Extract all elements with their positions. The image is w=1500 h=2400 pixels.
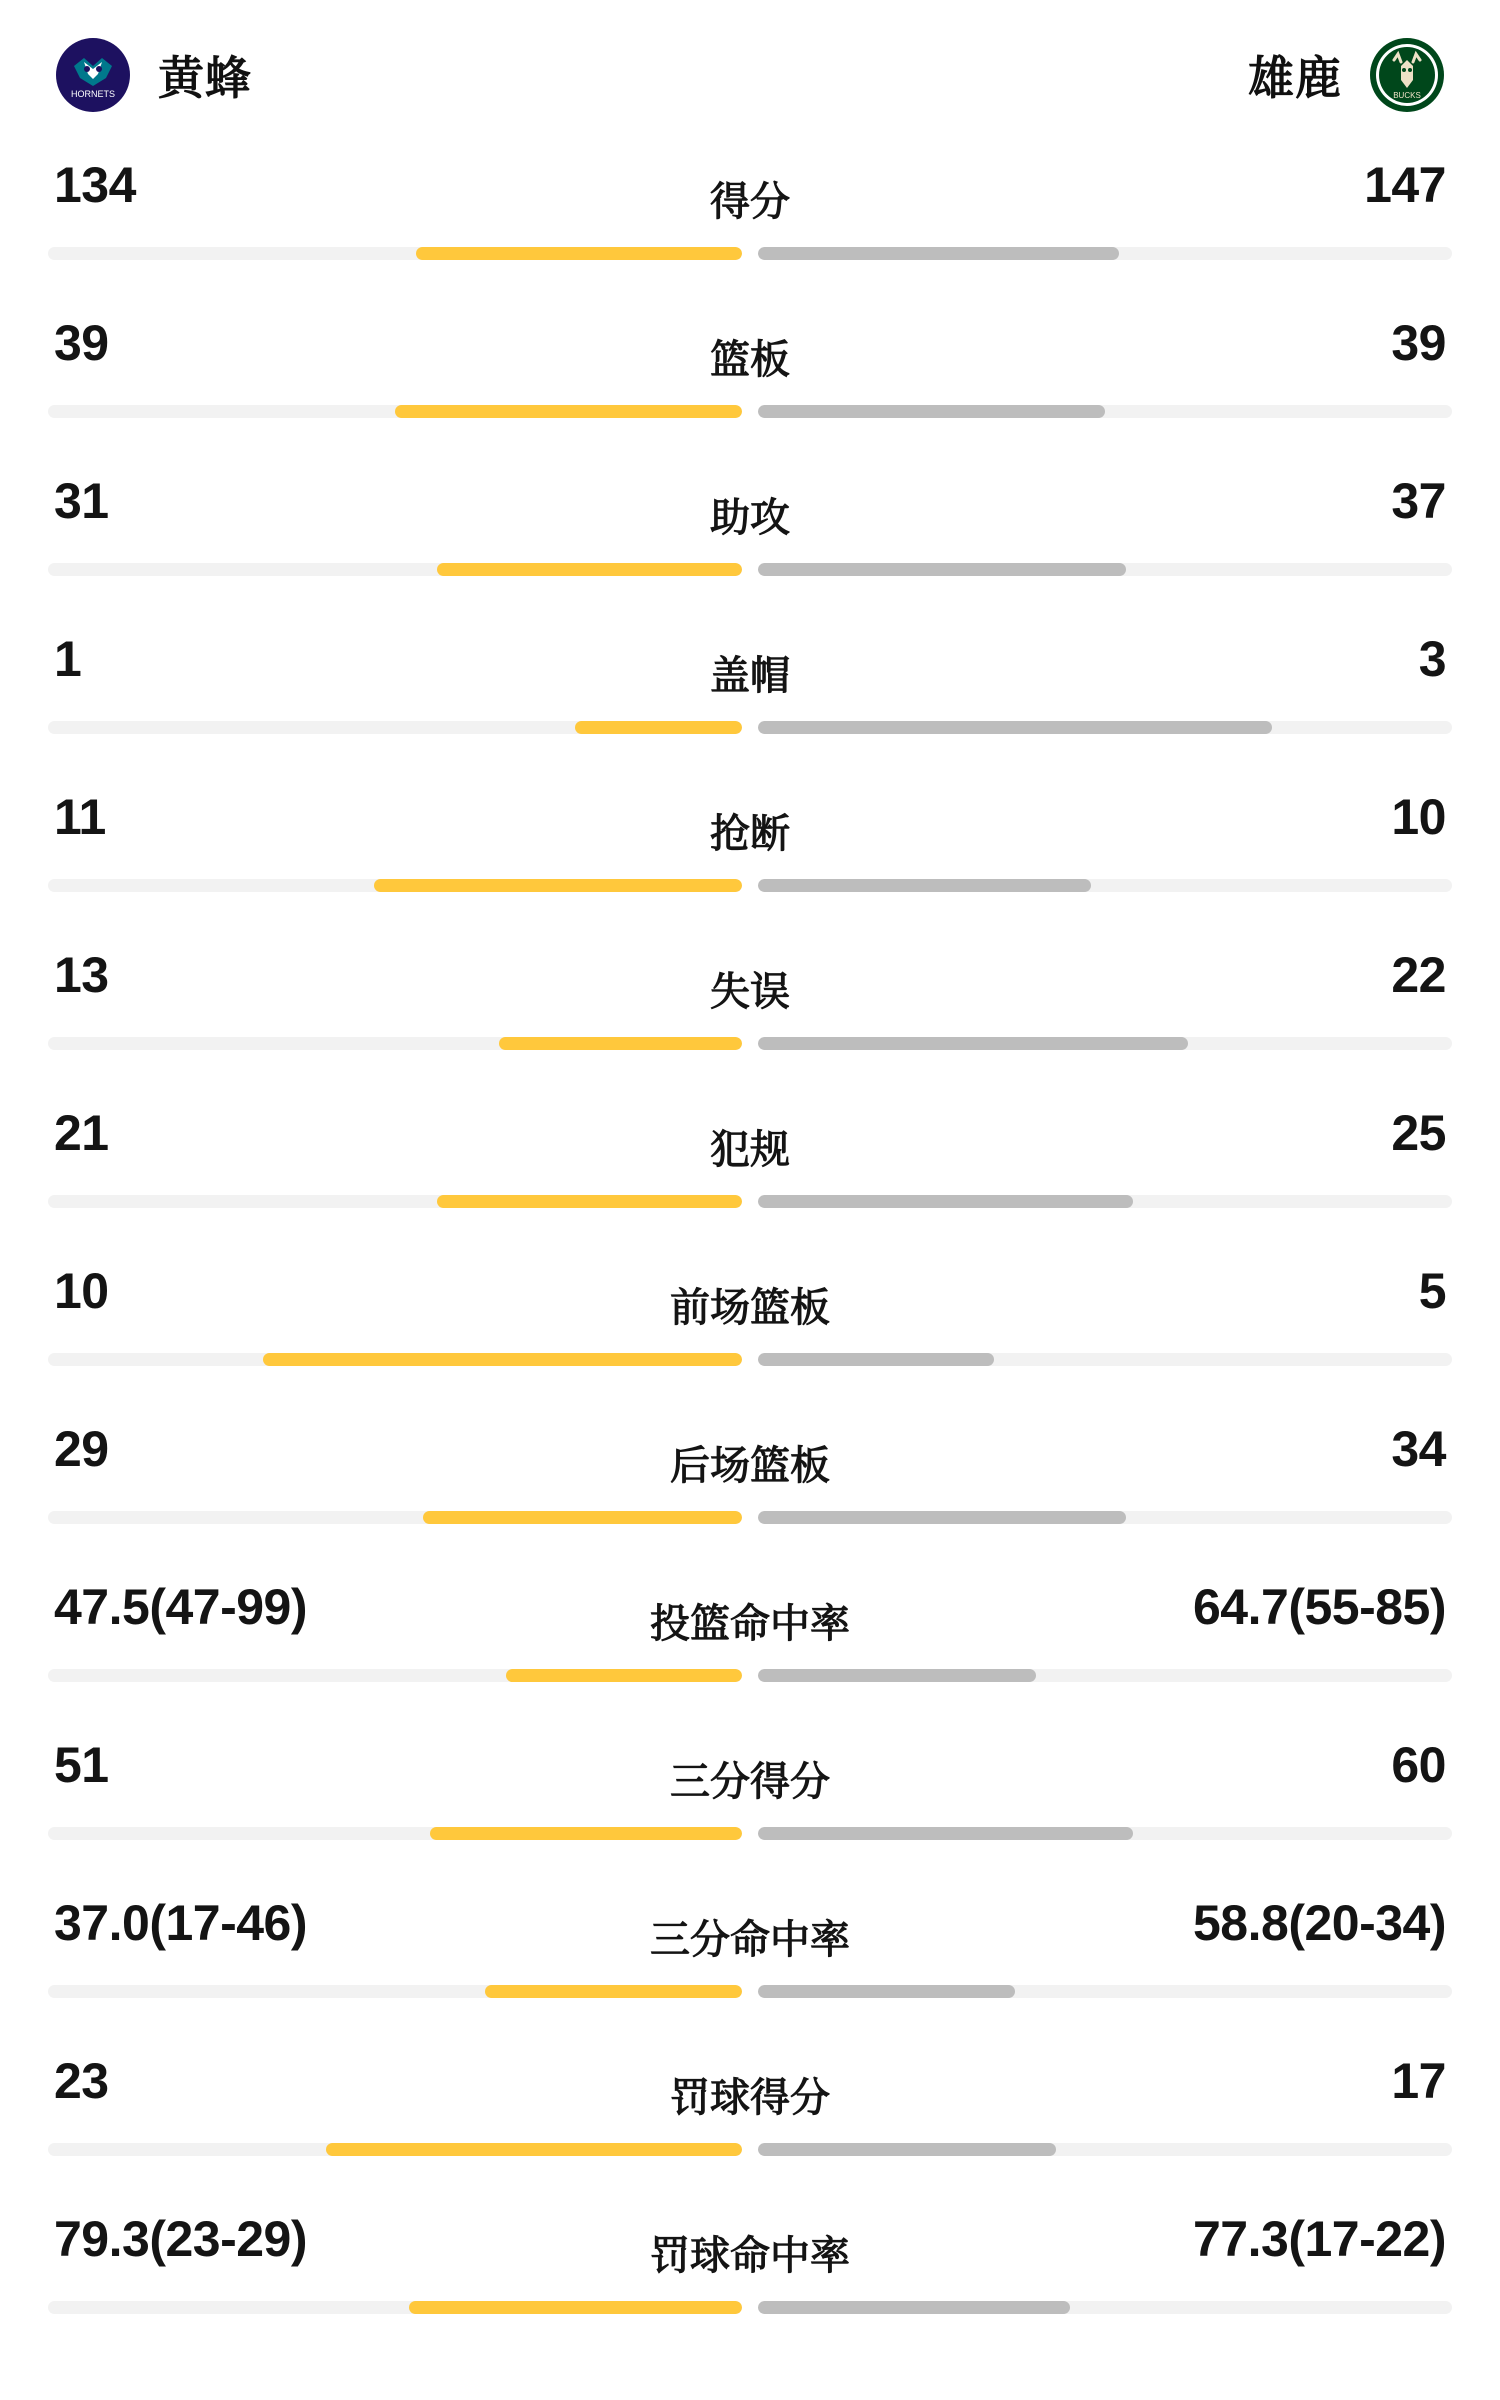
stat-row (48, 1736, 1452, 1894)
stat-label: 后场篮板 (670, 1444, 830, 1488)
away-bar-track (758, 1827, 1452, 1840)
home-team (54, 36, 252, 114)
home-bar-fill (416, 247, 742, 260)
svg-text:HORNETS: HORNETS (70, 89, 116, 99)
away-bar-track (758, 405, 1452, 418)
home-bar-fill (263, 1353, 742, 1366)
stat-label: 抢断 (710, 812, 790, 856)
stat-label: 罚球命中率 (650, 2234, 850, 2278)
home-bar-track (48, 405, 742, 418)
home-bar-track (48, 2143, 742, 2156)
away-bar-track (758, 1353, 1452, 1366)
stat-row (48, 472, 1452, 630)
home-bar-track (48, 247, 742, 260)
home-bar-track (48, 1037, 742, 1050)
away-stat-value: 147 (1364, 157, 1446, 213)
home-bar-track (48, 2301, 742, 2314)
home-bar-fill (506, 1669, 742, 1682)
stat-label: 三分命中率 (650, 1918, 850, 1962)
home-bar-fill (374, 879, 742, 892)
stat-label: 投篮命中率 (650, 1602, 850, 1646)
away-bar-track (758, 247, 1452, 260)
stat-values (48, 1420, 1452, 1512)
stat-label: 失误 (710, 970, 790, 1014)
away-bar-track (758, 2143, 1452, 2156)
stat-label: 犯规 (710, 1128, 790, 1172)
home-stat-value: 134 (54, 157, 136, 213)
stat-bars (48, 1348, 1452, 1370)
stat-row (48, 630, 1452, 788)
stat-row (48, 788, 1452, 946)
stat-values (48, 1736, 1452, 1828)
stat-row (48, 1262, 1452, 1420)
stat-bars (48, 1506, 1452, 1528)
home-bar-fill (575, 721, 742, 734)
away-stat-value: 39 (1391, 315, 1446, 371)
stat-values (48, 946, 1452, 1038)
stat-row (48, 156, 1452, 314)
stat-values (48, 314, 1452, 406)
away-bar-track (758, 563, 1452, 576)
home-bar-fill (326, 2143, 742, 2156)
home-bar-track (48, 1669, 742, 1682)
home-bar-track (48, 1353, 742, 1366)
away-stat-value: 58.8(20-34) (1193, 1895, 1446, 1951)
home-bar-fill (485, 1985, 742, 1998)
away-bar-track (758, 1195, 1452, 1208)
away-stat-value: 64.7(55-85) (1193, 1579, 1446, 1635)
home-stat-value: 51 (54, 1737, 109, 1793)
away-team (1248, 36, 1446, 114)
away-bar-fill (758, 563, 1126, 576)
home-bar-track (48, 1511, 742, 1524)
stat-bars (48, 242, 1452, 264)
home-stat-value: 37.0(17-46) (54, 1895, 307, 1951)
stat-bars (48, 2138, 1452, 2160)
away-bar-fill (758, 2301, 1070, 2314)
stat-bars (48, 400, 1452, 422)
stat-bars (48, 716, 1452, 738)
stat-bars (48, 1032, 1452, 1054)
home-bar-track (48, 1195, 742, 1208)
stat-bars (48, 1190, 1452, 1212)
stat-label: 助攻 (710, 496, 790, 540)
away-bar-fill (758, 1827, 1133, 1840)
away-stat-value: 10 (1391, 789, 1446, 845)
away-bar-fill (758, 1511, 1126, 1524)
away-stat-value: 5 (1418, 1263, 1446, 1319)
home-stat-value: 10 (54, 1263, 109, 1319)
away-bar-fill (758, 247, 1119, 260)
stat-values (48, 1894, 1452, 1986)
home-stat-value: 79.3(23-29) (54, 2211, 307, 2267)
away-bar-track (758, 2301, 1452, 2314)
away-team-name: 雄鹿 (1248, 52, 1342, 104)
home-bar-fill (499, 1037, 742, 1050)
stat-values (48, 156, 1452, 248)
stat-bars (48, 558, 1452, 580)
stat-values (48, 1262, 1452, 1354)
away-bar-fill (758, 879, 1091, 892)
stat-values (48, 2210, 1452, 2302)
home-bar-fill (423, 1511, 742, 1524)
away-stat-value: 34 (1391, 1421, 1446, 1477)
away-bar-fill (758, 405, 1105, 418)
away-stat-value: 77.3(17-22) (1193, 2211, 1446, 2267)
away-bar-fill (758, 1353, 994, 1366)
home-stat-value: 23 (54, 2053, 109, 2109)
stat-label: 篮板 (710, 338, 790, 382)
stat-list (48, 150, 1452, 2368)
away-bar-track (758, 1037, 1452, 1050)
stat-values (48, 1104, 1452, 1196)
home-bar-fill (395, 405, 742, 418)
home-bar-track (48, 1985, 742, 1998)
stat-row (48, 2052, 1452, 2210)
away-stat-value: 60 (1391, 1737, 1446, 1793)
away-bar-fill (758, 1985, 1015, 1998)
away-stat-value: 37 (1391, 473, 1446, 529)
away-bar-track (758, 721, 1452, 734)
stat-row (48, 1894, 1452, 2052)
stat-bars (48, 874, 1452, 896)
stat-row (48, 1420, 1452, 1578)
stat-values (48, 1578, 1452, 1670)
matchup-header (48, 0, 1452, 150)
svg-text:BUCKS: BUCKS (1393, 91, 1421, 100)
stat-values (48, 472, 1452, 564)
away-stat-value: 25 (1391, 1105, 1446, 1161)
stat-label: 罚球得分 (670, 2076, 830, 2120)
stat-label: 得分 (710, 180, 790, 224)
away-bar-track (758, 1669, 1452, 1682)
stat-values (48, 788, 1452, 880)
away-stat-value: 22 (1391, 947, 1446, 1003)
hornets-logo-icon (54, 36, 132, 114)
home-bar-fill (437, 563, 742, 576)
bucks-logo-icon (1368, 36, 1446, 114)
stat-bars (48, 2296, 1452, 2318)
home-stat-value: 21 (54, 1105, 109, 1161)
home-stat-value: 13 (54, 947, 109, 1003)
stat-row (48, 2210, 1452, 2368)
home-stat-value: 47.5(47-99) (54, 1579, 307, 1635)
home-stat-value: 39 (54, 315, 109, 371)
away-bar-fill (758, 1669, 1036, 1682)
stat-values (48, 630, 1452, 722)
stat-bars (48, 1664, 1452, 1686)
stat-values (48, 2052, 1452, 2144)
away-bar-fill (758, 2143, 1056, 2156)
home-stat-value: 1 (54, 631, 82, 687)
home-bar-track (48, 879, 742, 892)
away-bar-track (758, 879, 1452, 892)
home-bar-track (48, 721, 742, 734)
home-bar-fill (409, 2301, 742, 2314)
away-bar-fill (758, 721, 1272, 734)
away-bar-track (758, 1511, 1452, 1524)
stat-row (48, 314, 1452, 472)
home-stat-value: 31 (54, 473, 109, 529)
home-bar-track (48, 563, 742, 576)
away-bar-track (758, 1985, 1452, 1998)
away-stat-value: 3 (1418, 631, 1446, 687)
stat-row (48, 1578, 1452, 1736)
home-stat-value: 29 (54, 1421, 109, 1477)
stat-label: 三分得分 (670, 1760, 830, 1804)
stat-bars (48, 1822, 1452, 1844)
home-team-name: 黄蜂 (158, 52, 252, 104)
home-bar-fill (437, 1195, 742, 1208)
away-stat-value: 17 (1391, 2053, 1446, 2109)
stat-row (48, 946, 1452, 1104)
home-bar-track (48, 1827, 742, 1840)
stat-label: 盖帽 (710, 654, 790, 698)
away-bar-fill (758, 1195, 1133, 1208)
stat-label: 前场篮板 (670, 1286, 830, 1330)
away-bar-fill (758, 1037, 1188, 1050)
home-bar-fill (430, 1827, 742, 1840)
stat-bars (48, 1980, 1452, 2002)
stat-row (48, 1104, 1452, 1262)
home-stat-value: 11 (54, 789, 106, 845)
